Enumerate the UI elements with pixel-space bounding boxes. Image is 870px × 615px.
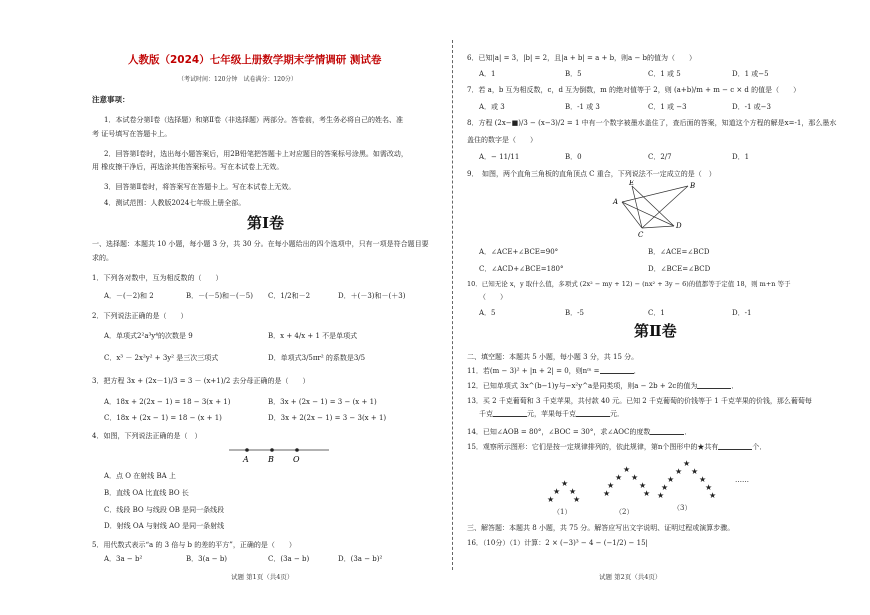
- question-13-line1: 13．买 2 千克葡萄和 3 千克苹果，共付款 40 元。已知 2 千克葡萄的价钱等于 1 千克苹果的价钱，那么葡萄每: [467, 397, 812, 405]
- star-icon: ★: [553, 487, 561, 496]
- notice-heading: 注意事项：: [92, 95, 130, 104]
- star-icon: ★: [657, 491, 665, 500]
- star-icon: ★: [603, 489, 611, 498]
- notice-line: 用 橡皮擦干净后，再选涂其他答案标号。写在本试卷上无效。: [92, 163, 284, 171]
- vertex-c-label: C: [638, 231, 644, 239]
- q4-ray-figure: [225, 444, 335, 466]
- point-o-label: O: [293, 455, 300, 464]
- q13-answer-blank-2: [576, 411, 610, 417]
- vertex-e-label: E: [629, 180, 635, 187]
- q11-text: 11．若(m − 3)² + |n + 2| = 0，则nᵐ =: [467, 367, 600, 375]
- q8-option-c: C．2/7: [648, 153, 672, 161]
- part1-title: 第Ⅰ卷: [247, 214, 285, 232]
- question-7-stem: 7．若 a，b 互为相反数，c，d 互为倒数，m 的绝对值等于 2，则 (a+b)/m + m − c × d 的值是（ ）: [467, 86, 801, 94]
- question-4-stem: 4．如图，下列说法正确的是（ ）: [92, 432, 202, 440]
- star-icon: ★: [573, 495, 581, 504]
- footer-right: 试题 第2页（共4页）: [599, 573, 662, 581]
- exam-subtitle: （考试时间：120分钟 试卷满分：120分）: [178, 76, 297, 83]
- q12-text: 12．已知单项式 3x^(b−1)y与−x²y^a是同类项，则a − 2b + 2c的值为: [467, 382, 698, 390]
- question-8-stem-cont: 盖住的数字是（ ）: [467, 136, 537, 144]
- vertex-a-label: A: [613, 198, 619, 206]
- star-icon: ★: [699, 475, 707, 484]
- vertex-d-label: D: [676, 222, 682, 230]
- q1-option-c: C．1/2和－2: [268, 292, 311, 300]
- question-6-stem: 6．已知|a| = 3，|b| = 2，且|a + b| = a + b，则a − b的值为（ ）: [467, 54, 697, 62]
- q4-option-a: A．点 O 在射线 BA 上: [104, 472, 176, 480]
- footer-left: 试题 第1页（共4页）: [231, 573, 294, 581]
- q14-text: 14．已知∠AOB = 80°，∠BOC = 30°，求∠AOC的度数: [467, 428, 651, 436]
- notice-line: 3．回答第Ⅱ卷时，将答案写在答题卡上。写在本试卷上无效。: [104, 183, 296, 191]
- question-15: [467, 443, 766, 452]
- question-16: 16．（10分）（1）计算：2 × (−3)³ − 4 − (−1/2) − 15|: [467, 539, 648, 547]
- star-icon: ★: [607, 481, 615, 490]
- q5-option-c: C．(3a − b): [268, 555, 310, 563]
- q1-option-d: D．＋(－3)和－(＋3): [338, 292, 406, 300]
- star-icon: ★: [623, 465, 631, 474]
- q2-option-b: B．x + 4/x + 1 不是单项式: [268, 332, 358, 340]
- q7-option-d: D．-1 或−3: [732, 103, 771, 111]
- question-9-stem: 9． 如图，两个直角三角板的直角顶点 C 重合，下列说法不一定成立的是（ ）: [467, 170, 716, 178]
- star-icon: ★: [643, 489, 651, 498]
- star-icon: ★: [709, 491, 717, 500]
- q8-option-d: D．1: [732, 153, 750, 161]
- q9-option-b: B．∠ACE=∠BCD: [648, 248, 710, 256]
- star-icon: ★: [639, 481, 647, 490]
- q14-end: ．: [684, 428, 692, 436]
- star-icon: ★: [561, 479, 569, 488]
- figure-2-label: （2）: [615, 508, 634, 516]
- q12-end: ．: [731, 382, 739, 390]
- q13-text-c: 元．: [610, 410, 624, 418]
- vertex-b-label: B: [690, 182, 696, 190]
- q4-option-c: C．线段 BO 与线段 OB 是同一条线段: [104, 506, 225, 514]
- part2-title: 第Ⅱ卷: [634, 322, 677, 340]
- point-o-marker: [295, 448, 299, 452]
- q9-triangle-figure: [610, 180, 700, 240]
- q9-option-a: A．∠ACE+∠BCE=90°: [479, 248, 559, 256]
- q13-text-b: 元，苹果每千克: [527, 410, 576, 418]
- question-13-line2: [479, 410, 624, 419]
- q15-answer-blank: [718, 444, 752, 450]
- star-icon: ★: [547, 495, 555, 504]
- q7-option-b: B．-1 或 3: [565, 103, 600, 111]
- q15-text: 15．观察所示图形：它们是按一定规律排列的，依此规律，第n个图形中的★共有: [467, 443, 719, 451]
- q8-option-a: A．− 11/11: [479, 153, 520, 161]
- q13-answer-blank-1: [493, 411, 527, 417]
- q14-answer-blank: [650, 429, 684, 435]
- exam-title: 人教版（2024）七年级上册数学期末学情调研 测试卷: [128, 54, 382, 66]
- q11-answer-blank: [600, 368, 634, 374]
- star-icon: ★: [631, 473, 639, 482]
- star-icon: ★: [683, 459, 691, 468]
- q5-option-a: A．3a − b²: [104, 555, 143, 563]
- question-11: [467, 367, 641, 376]
- q4-option-b: B．直线 OA 比直线 BO 长: [104, 489, 189, 497]
- q6-option-c: C．1 或 5: [648, 70, 681, 78]
- q7-option-a: A．或 3: [479, 103, 505, 111]
- section2-intro: 二、填空题：本题共 5 小题，每小题 3 分，共 15 分。: [467, 353, 639, 361]
- q15-end: 个．: [752, 443, 767, 451]
- q9-option-d: D．∠BCE=∠BCD: [648, 265, 711, 273]
- q3-option-d: D．3x + 2(2x − 1) = 3 − 3(x + 1): [268, 414, 387, 422]
- star-icon: ★: [661, 483, 669, 492]
- figure-ellipsis: ……: [735, 476, 749, 484]
- star-icon: ★: [569, 487, 577, 496]
- q1-option-a: A．－(－2)和 2: [104, 292, 154, 300]
- question-3-stem: 3．把方程 3x + (2x－1)/3 = 3 － (x+1)/2 去分母正确的是（ ）: [92, 377, 310, 385]
- question-8-stem: 8．方程 (2x−■)/3 − (x−3)/2 = 1 中有一个数字被墨水盖住了，查后面的答案，知道这个方程的解是x=-1，那么墨水: [467, 119, 837, 127]
- q3-option-c: C．18x + (2x − 1) = 18 − (x + 1): [104, 414, 222, 422]
- q6-option-a: A．1: [479, 70, 496, 78]
- point-b-label: B: [268, 455, 274, 464]
- q12-answer-blank: [697, 383, 731, 389]
- q2-option-c: C．x³ － 2x²y² + 3y² 是三次三项式: [104, 354, 219, 362]
- question-1-stem: 1．下列各对数中，互为相反数的（ ）: [92, 274, 223, 282]
- exam-page-right: [435, 0, 870, 615]
- q3-option-a: A．18x + 2(2x − 1) = 18 − 3(x + 1): [104, 398, 231, 406]
- question-12: [467, 382, 738, 391]
- question-2-stem: 2．下列说法正确的是（ ）: [92, 312, 188, 320]
- q13-text-a: 千克: [479, 410, 493, 418]
- q10-option-b: B．-5: [565, 309, 584, 317]
- point-a-label: A: [243, 455, 249, 464]
- notice-line: 2．回答第Ⅰ卷时，选出每小题答案后，用2B铅笔把答题卡上对应题目的答案标号涂黑。如需改动，: [104, 150, 408, 158]
- figure-1-label: （1）: [553, 508, 572, 516]
- q5-option-b: B．3(a − b): [186, 555, 228, 563]
- notice-line: 4．测试范围：人教版2024七年级上册全部。: [104, 199, 246, 207]
- q6-option-d: D．1 或−5: [732, 70, 769, 78]
- question-5-stem: 5．用代数式表示“a 的 3 倍与 b 的差的平方”，正确的是（ ）: [92, 541, 296, 549]
- q8-option-b: B．0: [565, 153, 582, 161]
- notice-line: 1．本试卷分第Ⅰ卷（选择题）和第Ⅱ卷（非选择题）两部分。答卷前，考生务必将自己的姓名、准: [104, 116, 403, 124]
- q6-option-b: B．5: [565, 70, 582, 78]
- q3-option-b: B．3x + (2x − 1) = 3 − (x + 1): [268, 398, 377, 406]
- section1-intro: 一、选择题：本题共 10 小题，每小题 3 分，共 30 分。在每小题给出的四个选项中，只有一项是符合题目要: [92, 240, 429, 248]
- q1-option-b: B．－(－5)和－(－5): [186, 292, 253, 300]
- star-icon: ★: [691, 467, 699, 476]
- q5-option-d: D．(3a − b)²: [338, 555, 383, 563]
- q10-option-d: D．-1: [732, 309, 752, 317]
- q2-option-d: D．单项式3/5πr² 的系数是3/5: [268, 354, 366, 362]
- star-icon: ★: [667, 475, 675, 484]
- q2-option-a: A．单项式2²a³y⁴的次数是 9: [104, 332, 193, 340]
- section3-intro: 三、解答题：本题共 8 小题，共 75 分。解答应写出文字说明、证明过程或演算步骤。: [467, 524, 735, 532]
- figure-3-label: （3）: [673, 504, 692, 512]
- section1-intro: 求的。: [92, 254, 113, 262]
- question-10-stem-cont: （ ）: [479, 293, 507, 301]
- q15-star-pattern: [545, 456, 765, 518]
- q7-option-c: C．1 或 −3: [648, 103, 687, 111]
- q10-option-c: C．1: [648, 309, 665, 317]
- point-a-marker: [245, 448, 249, 452]
- question-14: [467, 428, 691, 437]
- q4-option-d: D．射线 OA 与射线 AO 是同一条射线: [104, 522, 225, 530]
- star-icon: ★: [675, 467, 683, 476]
- q9-option-c: C．∠ACD+∠BCE=180°: [479, 265, 564, 273]
- star-icon: ★: [615, 473, 623, 482]
- q10-option-a: A．5: [479, 309, 496, 317]
- question-10-stem: 10．已知无论 x，y 取什么值，多项式 (2x² − my + 12) − (nx² + 3y − 6)的值都等于定值 18，则 m+n 等于: [467, 280, 791, 288]
- point-b-marker: [270, 448, 274, 452]
- star-icon: ★: [705, 483, 713, 492]
- q11-end: ．: [633, 367, 641, 375]
- notice-line: 考 证号填写在答题卡上。: [92, 130, 172, 138]
